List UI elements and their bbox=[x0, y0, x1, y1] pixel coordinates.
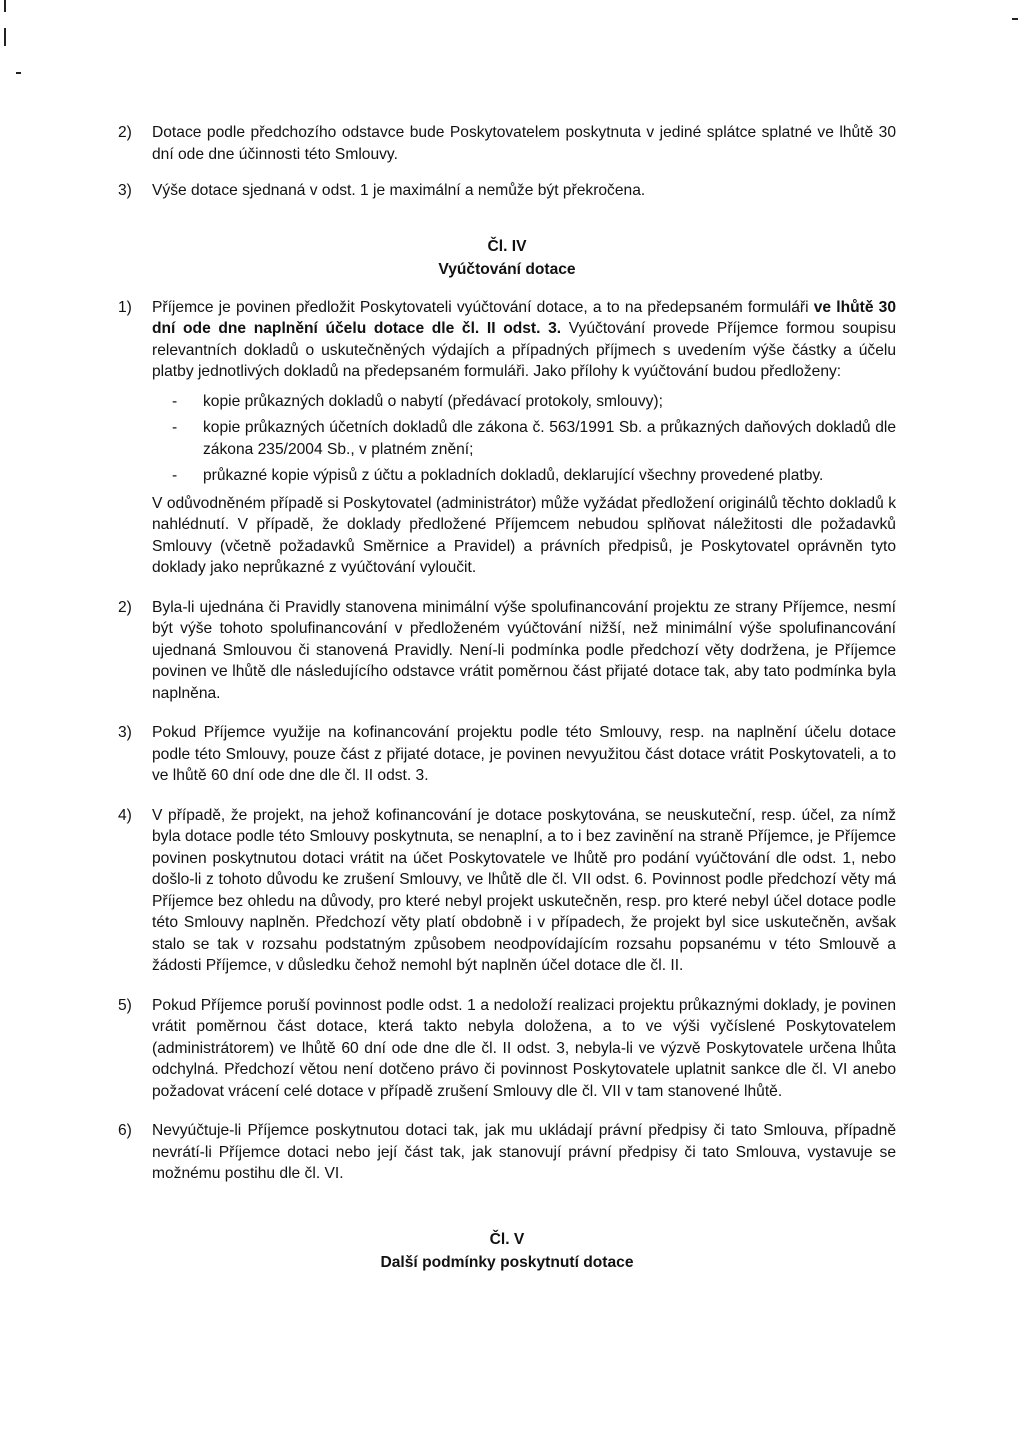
item-text: Dotace podle předchozího odstavce bude Poskytovatelem poskytnuta v jediné splátce splatné ve lhůtě 30 dní ode dne účinnosti této Smlouvy. bbox=[152, 124, 896, 163]
item-number: 3) bbox=[118, 182, 132, 199]
article-title: Další podmínky poskytnutí dotace bbox=[380, 1254, 634, 1271]
article-heading: Čl. V bbox=[489, 1230, 525, 1248]
paragraph-item bbox=[118, 122, 896, 165]
scan-mark bbox=[4, 0, 6, 12]
list-item bbox=[118, 391, 896, 413]
list-item bbox=[118, 465, 896, 487]
item-text: Vyúčtování provede Příjemce formou soupisu relevantních dokladů o uskutečněných výdajích a případných příjmech s uvedením výše částky a účelu platby jednotlivých dokladů na předepsaném formuláři. Jako přílohy k vyúčtování budou předloženy: bbox=[152, 320, 896, 380]
item-number: 4) bbox=[118, 806, 132, 824]
item-text: Pokud Příjemce poruší povinnost podle odst. 1 a nedoloží realizaci projektu průkaznými doklady, je povinen vrátit poměrnou část dotace, která takto nebyla doložena, a to ve výši vyčíslené Poskytovatelem (administrátorem) ve lhůtě 60 dní ode dne dle čl. II odst. 3, nebyla-li ve výzvě Poskytovatele určena lhůta odchylná. Předchozí větou není dotčeno právo či povinnost Poskytovatele uplatnit sankce dle čl. VI anebo požadovat vrácení celé dotace v případě zrušení Smlouvy dle čl. VII v tam stanovené lhůtě. bbox=[152, 996, 896, 1100]
paragraph-item bbox=[118, 297, 896, 383]
paragraph-item bbox=[118, 180, 896, 202]
list-item-text: kopie průkazných dokladů o nabytí (předávací protokoly, smlouvy); bbox=[203, 392, 663, 410]
scan-mark bbox=[4, 28, 6, 46]
list-dash: - bbox=[172, 467, 178, 484]
item-number: 2) bbox=[118, 598, 132, 616]
article-heading: Čl. IV bbox=[487, 237, 527, 255]
item-number: 3) bbox=[118, 724, 132, 741]
item-text-bold: ve lhůtě 30 dní ode dne naplnění účelu dotace dle čl. II odst. 3. bbox=[152, 298, 896, 337]
paragraph-item bbox=[118, 597, 896, 705]
list-item-text: kopie průkazných účetních dokladů dle zákona č. 563/1991 Sb. a průkazných daňových dokladů dle zákona 235/2004 Sb., v platném znění; bbox=[203, 419, 896, 458]
scan-mark bbox=[16, 72, 21, 74]
item-text: Nevyúčtuje-li Příjemce poskytnutou dotaci tak, jak mu ukládají právní předpisy či tato Smlouva, případně nevrátí-li Příjemce dotaci nebo její část tak, jak stanovují právní předpisy či tato Smlouva, vystavuje se možnému postihu dle čl. VI. bbox=[152, 1122, 896, 1182]
article-title: Vyúčtování dotace bbox=[438, 261, 576, 278]
list-dash: - bbox=[172, 392, 178, 410]
item-number: 5) bbox=[118, 996, 132, 1014]
scan-mark bbox=[1012, 18, 1018, 20]
item-text: V případě, že projekt, na jehož kofinancování je dotace poskytována, se neuskuteční, resp. účel, za nímž byla dotace podle této Smlouvy poskytnuta, se nenaplní, a to i bez zavinění na straně Příjemce, je Příjemce povinen poskytnutou dotaci vrátit na účet Poskytovatele ve lhůtě pro podání vyúčtování dle odst. 1, nebo došlo-li z tohoto důvodu ke zrušení Smlouvy, ve lhůtě dle čl. VII odst. 6. Povinnost podle předchozí věty má Příjemce bez ohledu na důvody, pro které nebyl projekt uskutečněn, resp. pro které nebyl účel dotace podle této Smlouvy naplněn. Předchozí věty platí obdobně i v případech, že projekt byl sice uskutečněn, avšak stalo se tak v rozsahu podstatným způsobem neodpovídajícím rozsahu popsanému v této Smlouvě a žádosti Příjemce, v důsledku čehož nemohl být naplněn účel dotace dle čl. II. bbox=[152, 806, 896, 974]
item-number: 1) bbox=[118, 298, 132, 316]
document-page bbox=[118, 122, 896, 1274]
item-text: Pokud Příjemce využije na kofinancování projektu podle této Smlouvy, resp. na naplnění účelu dotace podle této Smlouvy, pouze část z přijaté dotace, je povinen nevyužitou část dotace vrátit Poskytovateli, a to ve lhůtě 60 dní ode dne dle čl. II odst. 3. bbox=[152, 724, 896, 784]
paragraph-item bbox=[118, 722, 896, 787]
item-text: Byla-li ujednána či Pravidly stanovena minimální výše spolufinancování projektu ze strany Příjemce, nesmí být výše tohoto spolufinancování v předloženém vyúčtování nižší, než minimální výše spolufinancování ujednaná Smlouvou či stanovená Pravidly. Není-li podmínka podle předchozí věty dodržena, je Příjemce povinen ve lhůtě dle následujícího odstavce vrátit poměrnou část přijaté dotace tak, aby tato podmínka byla naplněna. bbox=[152, 598, 896, 702]
paragraph-continuation: V odůvodněném případě si Poskytovatel (administrátor) může vyžádat předložení originálů těchto dokladů k nahlédnutí. V případě, že doklady předložené Příjemcem nebudou splňovat náležitosti dle požadavků Smlouvy (včetně požadavků Směrnice a Pravidel) a právních předpisů, je Poskytovatel oprávněn tyto doklady jako neprůkazné z vyúčtování vyloučit. bbox=[152, 494, 896, 576]
item-text: Výše dotace sjednaná v odst. 1 je maximální a nemůže být překročena. bbox=[152, 182, 646, 199]
list-dash: - bbox=[172, 419, 178, 436]
item-text: Příjemce je povinen předložit Poskytovateli vyúčtování dotace, a to na předepsaném formuláři bbox=[152, 298, 814, 316]
paragraph-item bbox=[118, 1120, 896, 1185]
paragraph-item bbox=[118, 805, 896, 977]
list-item-text: průkazné kopie výpisů z účtu a pokladních dokladů, deklarující všechny provedené platby. bbox=[203, 467, 824, 484]
item-number: 6) bbox=[118, 1122, 132, 1139]
item-number: 2) bbox=[118, 124, 132, 141]
paragraph-item bbox=[118, 995, 896, 1103]
attachment-list bbox=[118, 391, 896, 487]
list-item bbox=[118, 417, 896, 460]
